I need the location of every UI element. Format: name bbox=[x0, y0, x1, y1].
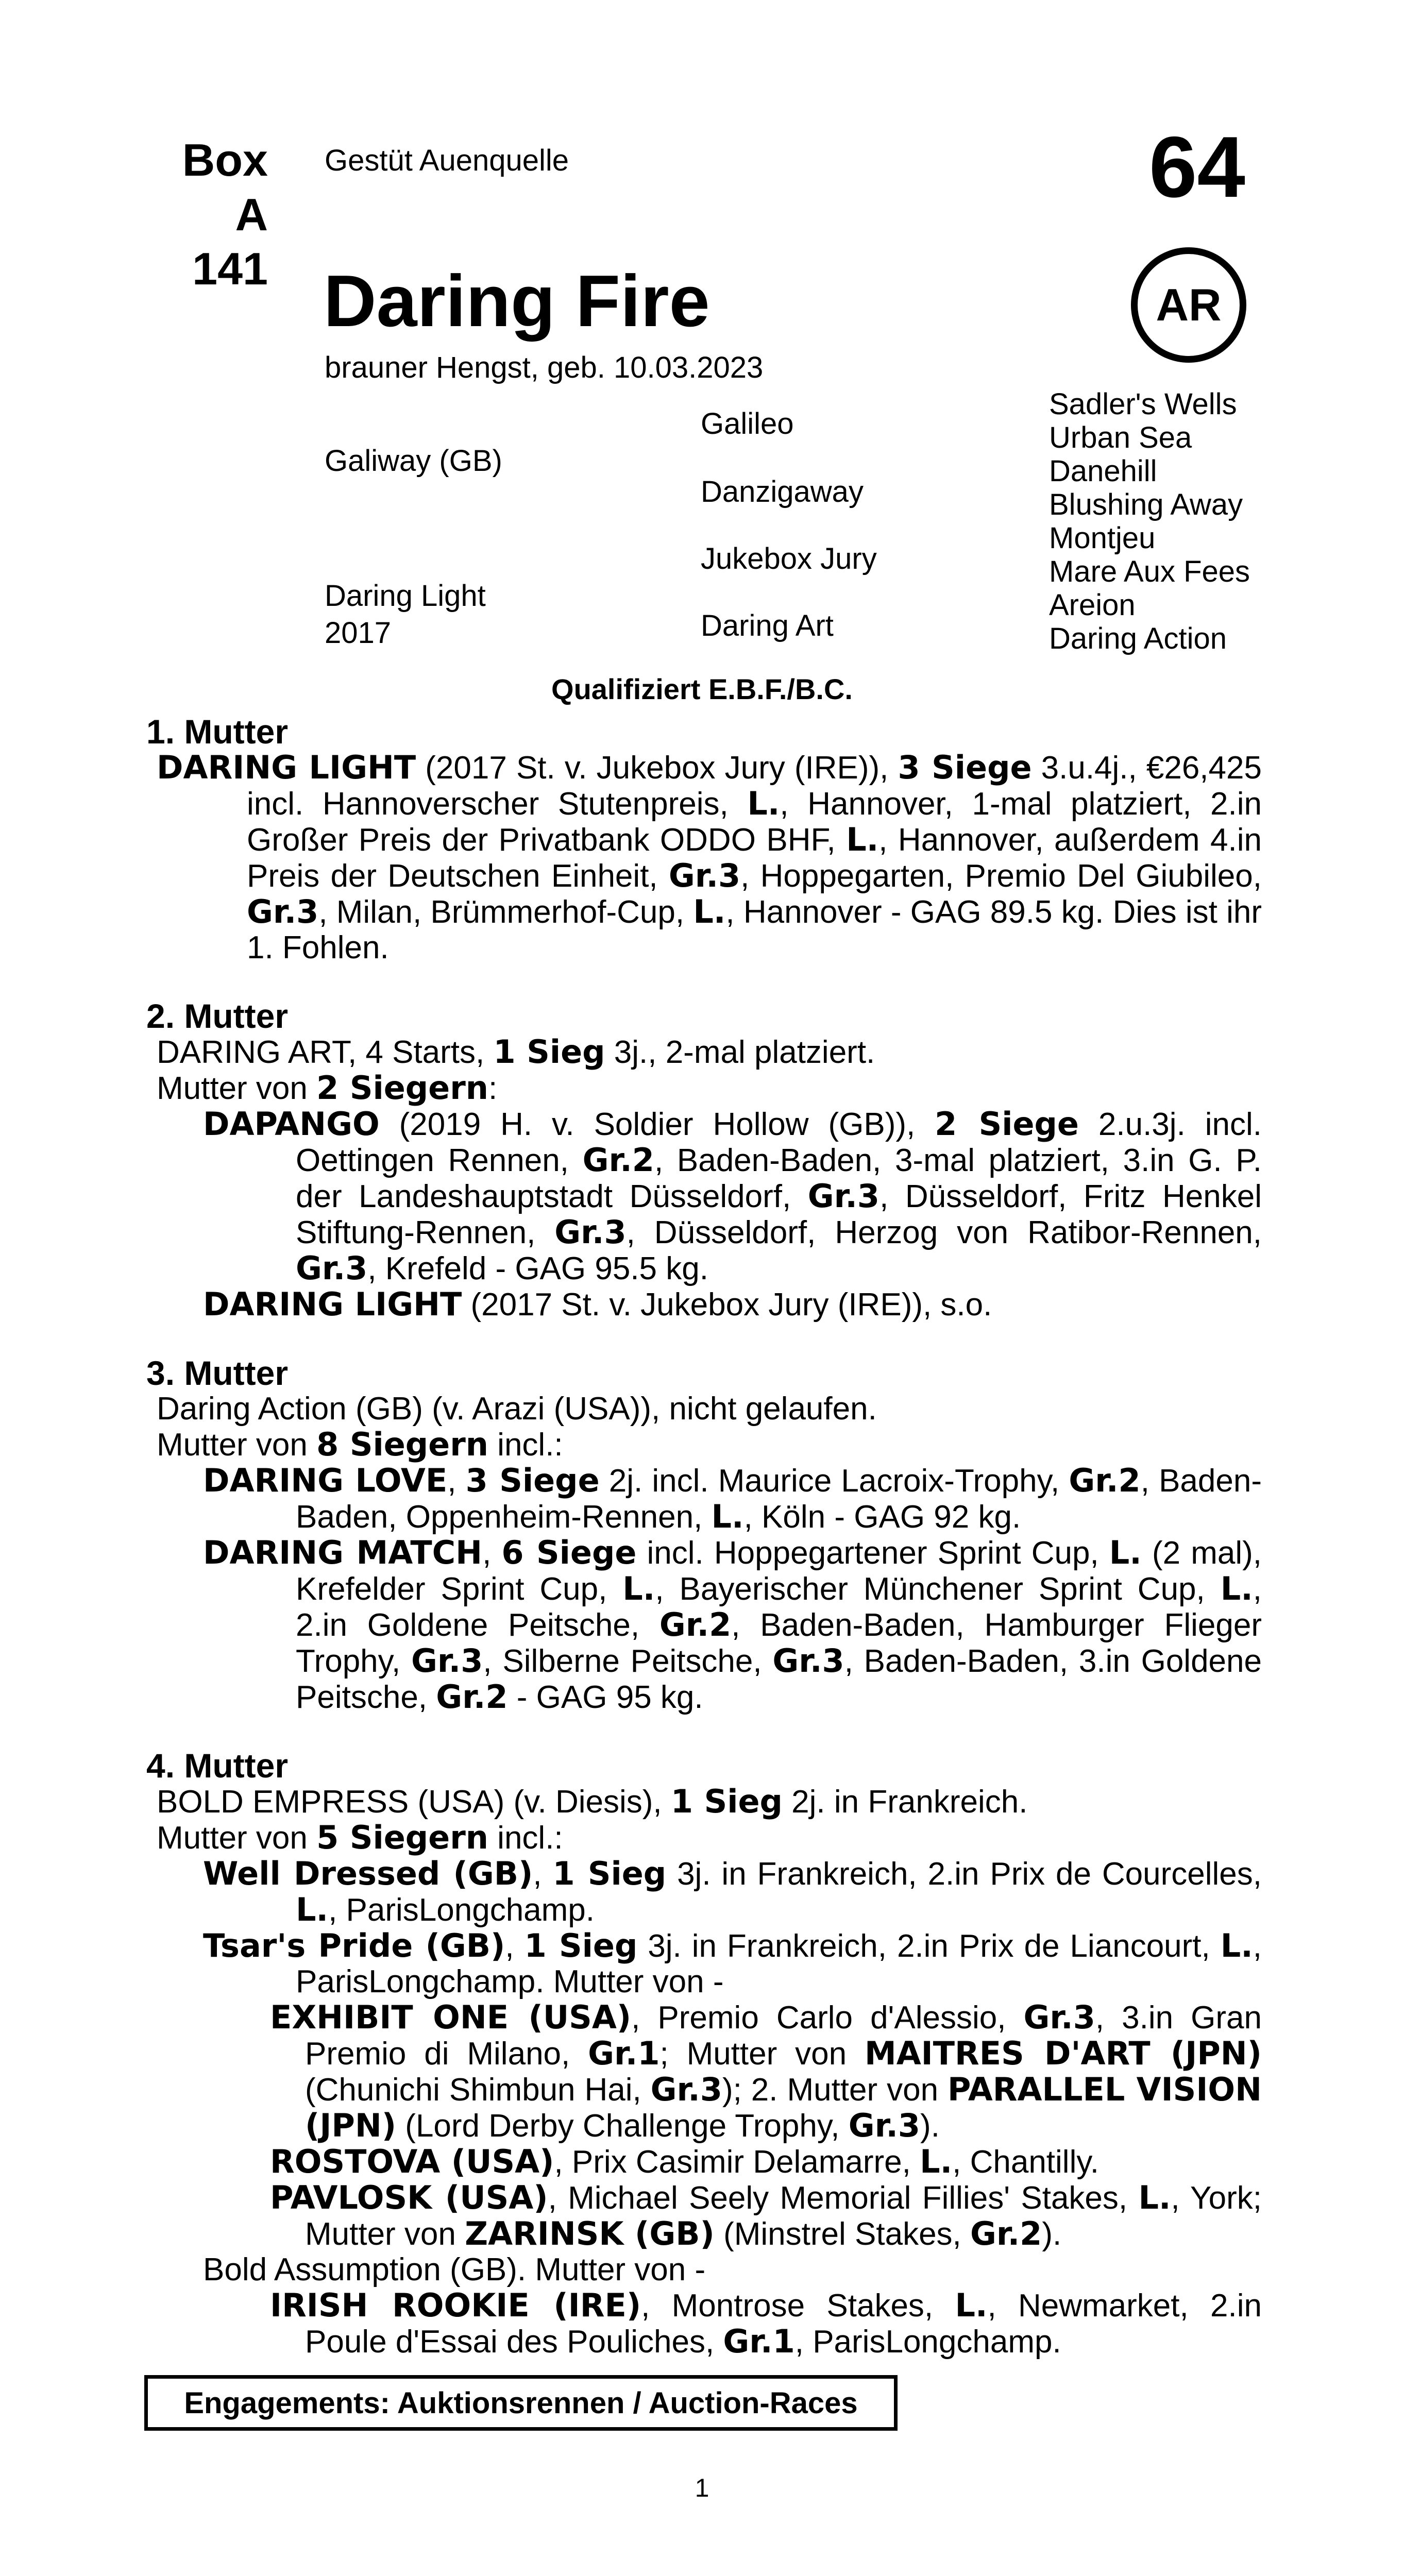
pedigree-ggp: Urban Sea bbox=[1049, 421, 1192, 454]
dam-entry: DARING ART, 4 Starts, 1 Sieg 3j., 2-mal platziert. bbox=[157, 1033, 875, 1071]
dam-entry: DARING LIGHT (2017 St. v. Jukebox Jury (IRE)), 3 Siege 3.u.4j., €26,425 incl. Hannoverscher Stutenpreis, L., Hannover, 1-mal platziert, 2.in Großer Preis der Privatbank ODDO BHF, L., Hannover, außerdem 4.in Preis der Deutschen Einheit, Gr.3, Hoppegarten, Premio Del Giubileo, Gr.3, Milan, Brümmerhof-Cup, L., Hannover - GAG 89.5 kg. Dies ist ihr 1. Fohlen. bbox=[157, 749, 1262, 965]
produce-entry: PAVLOSK (USA), Michael Seely Memorial Fillies' Stakes, L., York; Mutter von ZARINSK (GB) (Minstrel Stakes, Gr.2). bbox=[270, 2179, 1262, 2252]
section-fourth-dam bbox=[146, 1748, 1262, 2360]
pedigree-ggp: Montjeu bbox=[1049, 521, 1156, 555]
horse-name: Daring Fire bbox=[324, 260, 710, 342]
page-number: 1 bbox=[695, 2473, 709, 2502]
pedigree-gp-4: Daring Art bbox=[701, 609, 834, 642]
stud-name: Gestüt Auenquelle bbox=[325, 144, 569, 177]
pedigree-ggp: Danehill bbox=[1049, 454, 1157, 488]
section-title: 2. Mutter bbox=[146, 997, 289, 1035]
dam-line-body bbox=[146, 714, 1262, 2393]
produce-entry: DAPANGO (2019 H. v. Soldier Hollow (GB)), 2 Siege 2.u.3j. incl. Oettingen Rennen, Gr.2, Baden-Baden, 3-mal platziert, 3.in G. P. der Landeshauptstadt Düsseldorf, Gr.3, Düsseldorf, Fritz Henkel Stiftung-Rennen, Gr.3, Düsseldorf, Herzog von Ratibor-Rennen, Gr.3, Krefeld - GAG 95.5 kg. bbox=[203, 1105, 1262, 1287]
ar-badge: AR bbox=[1131, 247, 1246, 363]
pedigree-ggp: Mare Aux Fees bbox=[1049, 555, 1250, 588]
pedigree-dam-year: 2017 bbox=[325, 616, 392, 650]
produce-entry: Tsar's Pride (GB), 1 Sieg 3j. in Frankreich, 2.in Prix de Liancourt, L., ParisLongchamp. Mutter von - bbox=[203, 1927, 1262, 1999]
section-first-dam bbox=[146, 714, 1262, 965]
dam-entry: Daring Action (GB) (v. Arazi (USA)), nicht gelaufen. bbox=[157, 1391, 877, 1427]
produce-entry: EXHIBIT ONE (USA), Premio Carlo d'Alessio, Gr.3, 3.in Gran Premio di Milano, Gr.1; Mutter von MAITRES D'ART (JPN) (Chunichi Shimbun Hai, Gr.3); 2. Mutter von PARALLEL VISION (JPN) (Lord Derby Challenge Trophy, Gr.3). bbox=[270, 1998, 1262, 2144]
pedigree-ggp: Blushing Away bbox=[1049, 488, 1243, 521]
box-number: A 141 bbox=[192, 189, 268, 295]
lot-number: 64 bbox=[1149, 118, 1245, 215]
produce-entry: Well Dressed (GB), 1 Sieg 3j. in Frankreich, 2.in Prix de Courcelles, L., ParisLongchamp. bbox=[203, 1855, 1262, 1928]
dam-produce-intro: Mutter von 5 Siegern incl.: bbox=[157, 1819, 563, 1856]
pedigree-ggp: Areion bbox=[1049, 588, 1136, 622]
box-label: Box A 141 bbox=[149, 133, 268, 296]
section-title: 4. Mutter bbox=[146, 1747, 289, 1785]
dam-entry: BOLD EMPRESS (USA) (v. Diesis), 1 Sieg 2j. in Frankreich. bbox=[157, 1783, 1028, 1820]
pedigree-gp-2: Danzigaway bbox=[701, 475, 864, 509]
pedigree-dam: Daring Light bbox=[325, 579, 486, 613]
engagements-box: Engagements: Auktionsrennen / Auction-Races bbox=[144, 2375, 898, 2431]
produce-entry: ROSTOVA (USA), Prix Casimir Delamarre, L., Chantilly. bbox=[270, 2143, 1099, 2180]
pedigree-gp-3: Jukebox Jury bbox=[701, 542, 877, 575]
horse-description: brauner Hengst, geb. 10.03.2023 bbox=[325, 351, 764, 384]
section-title: 1. Mutter bbox=[146, 713, 289, 751]
section-second-dam bbox=[146, 998, 1262, 1323]
dam-produce-intro: Mutter von 8 Siegern incl.: bbox=[157, 1426, 563, 1463]
pedigree-gp-1: Galileo bbox=[701, 407, 794, 440]
pedigree-great-grandparents bbox=[1049, 387, 1250, 655]
produce-entry: Bold Assumption (GB). Mutter von - bbox=[203, 2252, 706, 2287]
produce-entry: DARING LOVE, 3 Siege 2j. incl. Maurice Lacroix-Trophy, Gr.2, Baden-Baden, Oppenheim-Rennen, L., Köln - GAG 92 kg. bbox=[203, 1462, 1262, 1535]
pedigree-ggp: Daring Action bbox=[1049, 622, 1227, 655]
dam-produce-intro: Mutter von 2 Siegern: bbox=[157, 1069, 498, 1107]
section-third-dam bbox=[146, 1355, 1262, 1715]
qualification-note: Qualifiziert E.B.F./B.C. bbox=[551, 673, 853, 705]
pedigree-sire: Galiway (GB) bbox=[325, 444, 502, 478]
produce-entry: DARING LIGHT (2017 St. v. Jukebox Jury (IRE)), s.o. bbox=[203, 1285, 992, 1323]
produce-entry: DARING MATCH, 6 Siege incl. Hoppegartener Sprint Cup, L. (2 mal), Krefelder Sprint Cup, L., Bayerischer Münchener Sprint Cup, L., 2.in Goldene Peitsche, Gr.2, Baden-Baden, Hamburger Flieger Trophy, Gr.3, Silberne Peitsche, Gr.3, Baden-Baden, 3.in Goldene Peitsche, Gr.2 - GAG 95 kg. bbox=[203, 1534, 1262, 1716]
section-title: 3. Mutter bbox=[146, 1354, 289, 1392]
produce-entry: IRISH ROOKIE (IRE), Montrose Stakes, L., Newmarket, 2.in Poule d'Essai des Pouliches, Gr.1, ParisLongchamp. bbox=[270, 2286, 1262, 2360]
pedigree-ggp: Sadler's Wells bbox=[1049, 387, 1237, 421]
